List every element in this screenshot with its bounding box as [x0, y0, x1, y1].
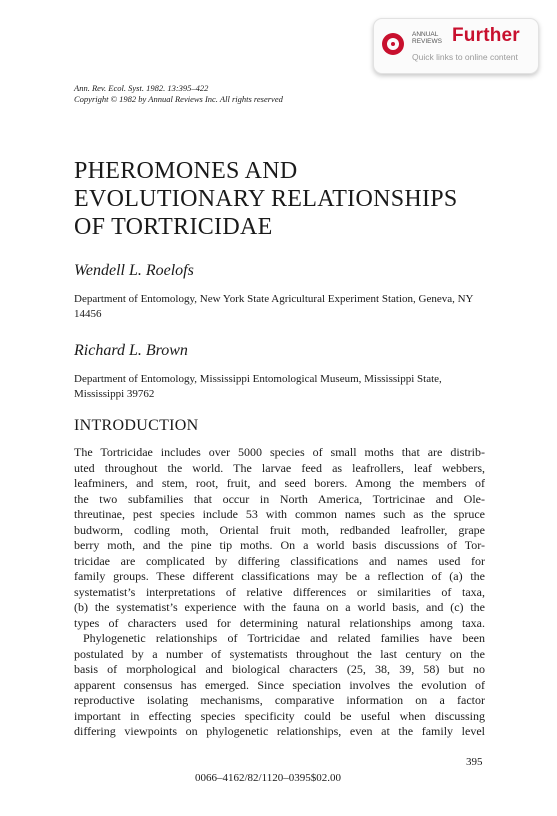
issn-price-code: 0066–4162/82/1120–0395$02.00: [195, 772, 341, 784]
section-heading-introduction: INTRODUCTION: [74, 417, 199, 434]
paragraph-2: [74, 631, 485, 740]
title-line: OF TORTRICIDAE: [74, 214, 273, 240]
text-line: the two subfamilies that occur in North America, Tortricinae and Ole-: [74, 491, 485, 506]
text-line: systematist’s interpretations of relative differences or similarities of taxa,: [74, 584, 485, 599]
annual-reviews-logo-icon: [382, 33, 404, 55]
badge-brand-line2: REVIEWS: [412, 38, 442, 45]
further-links-badge[interactable]: [373, 18, 539, 74]
badge-subtitle: Quick links to online content: [412, 52, 518, 62]
journal-citation: [74, 83, 283, 105]
text-line: important in effecting species specificity could be useful when discussing: [74, 708, 485, 723]
page-number: 395: [466, 756, 483, 768]
text-line: differing viewpoints on phylogenetic relationships, even at the family level: [74, 724, 485, 738]
author-affiliation: Department of Entomology, Mississippi Entomological Museum, Mississippi State, Mississippi 39762: [74, 373, 442, 400]
text-line: leafminers, and stem, root, fruit, and seed borers. Among the members of: [74, 476, 485, 490]
article-body: [74, 445, 485, 740]
text-line: family groups. These different classifications may be a reflection of (a) the: [74, 569, 485, 583]
text-line: apparent consensus has emerged. Since speciation involves the evolution of: [74, 677, 485, 692]
article-title: [74, 157, 458, 241]
text-line: tricidae are complicated by differing classifications and names used for: [74, 553, 485, 568]
badge-brand: [412, 31, 450, 45]
text-line: Phylogenetic relationships of Tortricidae and related families have been: [83, 631, 485, 645]
text-line: postulated by a number of systematists throughout the last century on the: [74, 646, 485, 661]
text-line: reproductive isolating mechanisms, comparative information on a factor: [74, 693, 485, 707]
citation-line-2: Copyright © 1982 by Annual Reviews Inc. All rights reserved: [74, 94, 283, 104]
text-line: threutinae, pest species include 53 with common names such as the spruce: [74, 507, 485, 521]
text-line: (b) the systematist’s experience with the fauna on a world basis, and (c) the: [74, 600, 485, 614]
text-line: budworm, codling moth, Oriental fruit moth, redbanded leafroller, grape: [74, 522, 485, 537]
badge-further-label: Further: [452, 25, 520, 46]
text-line: The Tortricidae includes over 5000 species of small moths that are distrib-: [74, 445, 485, 459]
title-line: PHEROMONES AND: [74, 158, 298, 184]
text-line: basis of morphological and biological characters (25, 38, 39, 58) but no: [74, 662, 485, 676]
citation-line-1: Ann. Rev. Ecol. Syst. 1982. 13:395–422: [74, 83, 209, 93]
text-line: berry moth, and the pine tip moths. On a world basis discussions of Tor-: [74, 538, 485, 552]
title-line: EVOLUTIONARY RELATIONSHIPS: [74, 186, 458, 212]
author-name: Wendell L. Roelofs: [74, 262, 194, 279]
author-affiliation: Department of Entomology, New York State Agricultural Experiment Station, Geneva, NY 14456: [74, 293, 474, 320]
text-line: types of characters used for determining natural relationships among taxa.: [74, 615, 485, 630]
badge-brand-line1: ANNUAL: [412, 31, 439, 38]
author-name: Richard L. Brown: [74, 342, 188, 359]
text-line: uted throughout the world. The larvae feed as leafrollers, leaf webbers,: [74, 460, 485, 475]
paragraph-1: [74, 445, 485, 631]
